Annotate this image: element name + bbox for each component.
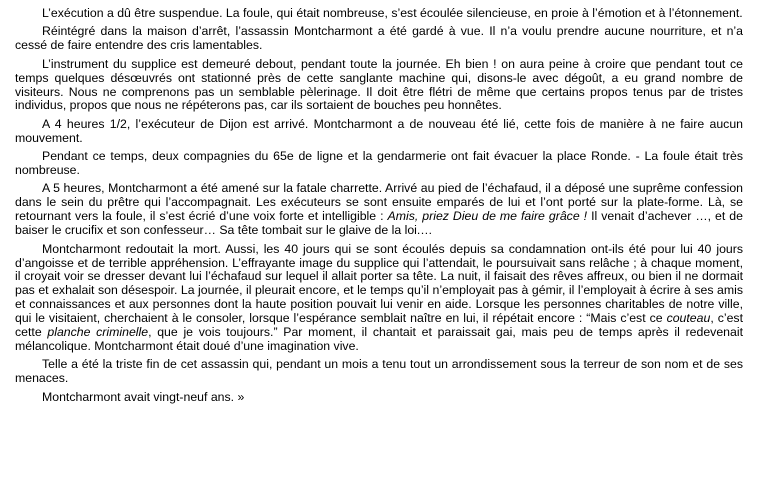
paragraph-text: L’instrument du supplice est demeuré debout, pendant toute la journée. Eh bien ! on aura peine à croire que pendant tout ce temps quelques désœuvrés ont stationné près de cette sanglante machine qui, disons-le avec dégoût, a eu grand nombre de visiteurs. Nous ne comprenons pas un semblable pèlerinage. Il doit être flétri de même que certains propos tenus par de tristes individus, propos que nous ne répéterons pas, car ils sortaient de bouches peu honnêtes. — [15, 56, 743, 113]
paragraph-9 — [15, 391, 743, 405]
paragraph-text: Pendant ce temps, deux compagnies du 65e de ligne et la gendarmerie ont fait évacuer la place Ronde. - La foule était très nombreuse. — [15, 149, 743, 178]
paragraph-5 — [15, 150, 743, 178]
paragraph-text: Telle a été la triste fin de cet assassin qui, pendant un mois a tenu tout un arrondissement sous la terreur de son nom et de ses menaces. — [15, 357, 743, 386]
italic-quote: Amis, priez Dieu de me faire grâce ! — [387, 209, 588, 224]
italic-phrase: planche criminelle — [47, 325, 149, 340]
paragraph-text: Montcharmont avait vingt-neuf ans. » — [42, 389, 245, 404]
paragraph-text: L’exécution a dû être suspendue. La foule, qui était nombreuse, s’est écoulée silencieuse, en proie à l’émotion et à l’étonnement. — [42, 6, 743, 20]
paragraph-text: , c’est cette — [15, 311, 744, 340]
paragraph-text: A 4 heures 1/2, l’exécuteur de Dijon est arrivé. Montcharmont a de nouveau été lié, cette fois de manière à ne faire aucun mouvement. — [15, 116, 743, 145]
paragraph-3 — [15, 58, 743, 114]
paragraph-6 — [15, 182, 743, 238]
paragraph-text: Réintégré dans la maison d’arrêt, l’assassin Montcharmont a été gardé à vue. Il n’a voulu prendre aucune nourriture, et n’a cessé de faire entendre des cris lamentables. — [15, 24, 743, 53]
document-body — [15, 7, 743, 409]
paragraph-text: , que je vois toujours.” Par moment, il chantait et paraissait gai, mais peu de temps après il redevenait mélancolique. Montcharmont était doué d’une imagination vive. — [15, 325, 743, 353]
paragraph-text: Il venait d’achever …, et de baiser le crucifix et son confesseur… Sa tête tombait sur le glaive de la loi.… — [15, 209, 743, 238]
paragraph-text: A 5 heures, Montcharmont a été amené sur la fatale charrette. Arrivé au pied de l’échafaud, il a déposé une suprême confession dans le sein du prêtre qui l’accompagnait. Les exécuteurs se sont ensuite emparés de lui et l’ont porté sur la plate-forme. Là, se retournant vers la foule, il s’est écrié d’une voix forte et intelligible : — [15, 181, 743, 224]
paragraph-4 — [15, 118, 743, 146]
italic-word: couteau — [666, 311, 711, 326]
paragraph-7 — [15, 243, 743, 354]
paragraph-2 — [15, 25, 743, 53]
paragraph-1 — [15, 7, 743, 21]
paragraph-text: Montcharmont redoutait la mort. Aussi, les 40 jours qui se sont écoulés depuis sa condamnation ont-ils été pour lui 40 jours d’angoisse et de terrible appréhension. L’effrayante image du supplice qui l’attendait, le poursuivait sans relâche ; à chaque moment, il croyait voir se dresser devant lui l’échafaud sur lequel il allait porter sa tête. La nuit, il faisait des rêves affreux, ou bien il ne dormait pas et exhalait son désespoir. La journée, il pleurait encore, et le temps qu’il n’employait pas à gémir, il l’employait à écrire à ses amis et connaissances et aux personnes dont la haute position pouvait lui venir en aide. Lorsque les personnes charitables de notre ville, qui le visitaient, cherchaient à le consoler, lorsque l’espérance semblait naître en lui, il répétait encore : “Mais c’est ce — [15, 241, 743, 326]
paragraph-8 — [15, 358, 743, 386]
